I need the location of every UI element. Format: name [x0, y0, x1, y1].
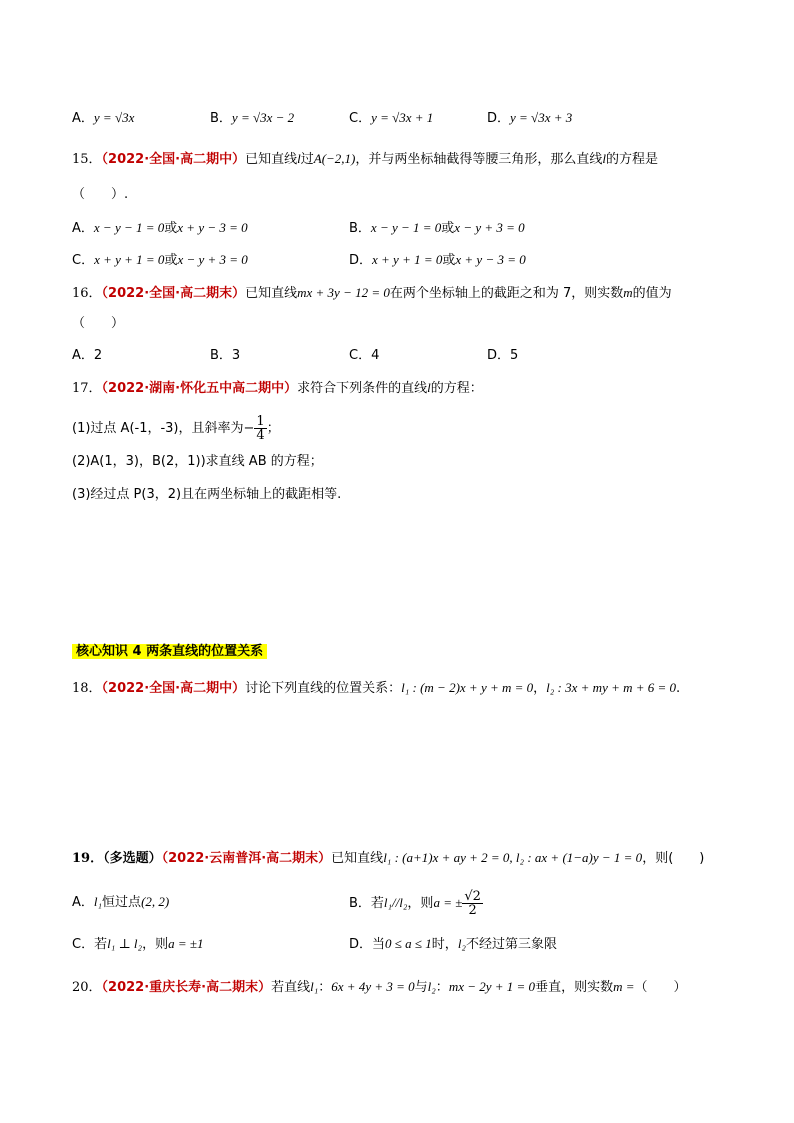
- q15-option-d: [349, 251, 526, 270]
- q15-option-c: [72, 251, 248, 270]
- math-point: (2, 2): [141, 894, 170, 909]
- fraction-denominator: 2: [468, 903, 477, 918]
- math-var: l₂: [427, 979, 436, 994]
- question-source: （2022·全国·高二期中）: [101, 681, 246, 696]
- q19-option-c: [72, 935, 204, 954]
- option-label: C．若: [72, 937, 108, 952]
- q17-stem: [72, 379, 483, 398]
- option-math: x − y − 1 = 0: [93, 220, 165, 235]
- option-text: ，则: [142, 937, 169, 952]
- q16-option-a: A．2: [72, 348, 103, 363]
- option-label: D．: [349, 253, 373, 268]
- part-text: ；: [266, 421, 280, 436]
- or-text: 或: [442, 253, 456, 268]
- option-math: x + y + 1 = 0: [94, 252, 165, 267]
- question-number: 15．: [72, 152, 102, 167]
- math-rel: l₁ ⊥ l₂: [107, 936, 143, 951]
- punct: ：: [435, 980, 449, 995]
- stem-text: ，并与两坐标轴截得等腰三角形，那么直线: [355, 152, 603, 167]
- punct: ，: [533, 681, 547, 696]
- math-eq: l₁ : (a+1)x + ay + 2 = 0, l₂ : ax + (1−a)y − 1 = 0: [383, 850, 643, 865]
- math-eq: l₁ : (m − 2)x + y + m = 0: [401, 680, 534, 695]
- option-math: x + y − 3 = 0: [177, 220, 248, 235]
- option-math: y = √3x − 2: [231, 110, 295, 125]
- option-text: 恒过点: [102, 895, 142, 910]
- q16-stem: [72, 284, 672, 303]
- or-text: 或: [164, 253, 178, 268]
- option-label: A．: [72, 221, 94, 236]
- or-text: 或: [164, 221, 178, 236]
- q14-option-a: [72, 109, 134, 128]
- option-label: A．: [72, 895, 94, 910]
- question-source: （2022·重庆长寿·高二期末）: [101, 980, 272, 995]
- section-heading: [72, 643, 267, 661]
- part-text: (1)过点 A(-1，-3)，且斜率为: [72, 421, 244, 436]
- option-label: C．: [349, 111, 372, 126]
- q16-option-d: D．5: [487, 348, 519, 363]
- math-point: A(−2,1): [313, 151, 356, 166]
- question-number: 18．: [72, 681, 102, 696]
- q15-stem: [72, 150, 658, 169]
- q19-option-b: [349, 886, 483, 921]
- q19-option-a: [72, 893, 169, 912]
- q20-stem: [72, 978, 687, 997]
- stem-text: 的值为: [632, 286, 672, 301]
- q19-stem: [72, 849, 704, 868]
- stem-text: 已知直线: [245, 152, 298, 167]
- fraction-denominator: 4: [256, 428, 265, 443]
- math-var: l₂: [457, 936, 466, 951]
- option-text: 时，: [431, 937, 458, 952]
- q19-option-d: [349, 935, 557, 954]
- q17-part-3: (3)经过点 P(3，2)且在两坐标轴上的截距相等.: [72, 487, 342, 502]
- math-eq: 0 ≤ a ≤ 1: [385, 936, 432, 951]
- stem-text: 与: [414, 980, 428, 995]
- q16-answer-paren: （ ）: [72, 316, 125, 331]
- option-label: B．: [349, 221, 371, 236]
- math-eq: mx − 2y + 1 = 0: [448, 979, 536, 994]
- q18-stem: [72, 679, 680, 698]
- option-math: x + y + 1 = 0: [372, 252, 443, 267]
- punct: ：: [318, 980, 332, 995]
- question-source: （2022·云南普洱·高二期末）: [161, 851, 332, 866]
- question-source: （2022·湖南·怀化五中高二期中）: [101, 381, 298, 396]
- stem-text: 若直线: [271, 980, 311, 995]
- option-math: x + y − 3 = 0: [455, 252, 526, 267]
- q17-part-2: (2)A(1，3)，B(2，1))求直线 AB 的方程；: [72, 454, 323, 469]
- stem-text: 已知直线: [245, 286, 298, 301]
- question-number: 19．: [72, 851, 104, 866]
- math-eq: a = ±1: [168, 936, 204, 951]
- stem-text: ，则( ): [642, 851, 705, 866]
- option-math: y = √3x + 1: [371, 110, 434, 125]
- option-math: x − y + 3 = 0: [454, 220, 525, 235]
- math-rel: l₁//l₂: [383, 895, 408, 910]
- option-math: x − y − 1 = 0: [370, 220, 442, 235]
- stem-text: 垂直，则实数: [535, 980, 614, 995]
- question-source: （2022·全国·高二期中）: [101, 152, 246, 167]
- option-label: B．: [210, 111, 232, 126]
- question-number: 20．: [72, 980, 102, 995]
- stem-text: 求符合下列条件的直线: [297, 381, 428, 396]
- option-label: D．当: [349, 937, 386, 952]
- option-label: B．若: [349, 896, 384, 911]
- q15-option-a: [72, 219, 248, 238]
- option-text: ，则: [407, 896, 434, 911]
- math-eq: m =: [613, 979, 635, 994]
- math-var: l: [297, 151, 301, 166]
- q14-option-c: [349, 109, 433, 128]
- answer-paren: （ ）: [634, 980, 687, 995]
- stem-text: 已知直线: [331, 851, 384, 866]
- math-eq: l₂ : 3x + my + m + 6 = 0: [546, 680, 677, 695]
- math-var: l: [602, 151, 607, 166]
- option-text: 不经过第三象限: [465, 937, 557, 952]
- q14-option-b: [210, 109, 294, 128]
- q16-option-c: C．4: [349, 348, 380, 363]
- option-label: C．: [72, 253, 95, 268]
- or-text: 或: [441, 221, 455, 236]
- stem-text: 过: [300, 152, 314, 167]
- question-source: （2022·全国·高二期末）: [101, 286, 246, 301]
- q17-part-1: [72, 412, 280, 446]
- fraction-numerator: 1: [256, 414, 265, 429]
- math-eq: 6x + 4y + 3 = 0: [331, 979, 415, 994]
- option-math: x − y + 3 = 0: [177, 252, 248, 267]
- question-number: 17．: [72, 381, 102, 396]
- question-tag: （多选题）: [103, 851, 162, 866]
- section-title: 核心知识 4 两条直线的位置关系: [72, 644, 267, 659]
- math-eq: a = ±: [433, 895, 463, 910]
- question-number: 16．: [72, 286, 102, 301]
- q15-option-b: [349, 219, 525, 238]
- stem-text: 在两个坐标轴上的截距之和为 7，则实数: [389, 286, 624, 301]
- math-eq: mx + 3y − 12 = 0: [297, 285, 390, 300]
- math-var: l₁: [93, 894, 103, 909]
- q15-answer-paren: （ ）.: [72, 187, 129, 202]
- option-label: D．: [487, 111, 511, 126]
- q14-option-d: [487, 109, 572, 128]
- math-var: m: [623, 285, 633, 300]
- math-var: l: [427, 380, 431, 395]
- stem-text: 讨论下列直线的位置关系：: [245, 681, 402, 696]
- minus-sign: −: [243, 421, 255, 436]
- fraction-numerator: √2: [464, 889, 481, 904]
- math-var: l₁: [310, 979, 319, 994]
- option-label: A．: [72, 111, 94, 126]
- q16-option-b: B．3: [210, 348, 241, 363]
- stem-text: 的方程：: [430, 381, 483, 396]
- stem-text: 的方程是: [606, 152, 659, 167]
- option-math: y = √3x: [93, 110, 135, 125]
- fraction: [462, 890, 483, 917]
- option-math: y = √3x + 3: [510, 110, 573, 125]
- punct: .: [676, 681, 681, 696]
- fraction: [254, 415, 266, 442]
